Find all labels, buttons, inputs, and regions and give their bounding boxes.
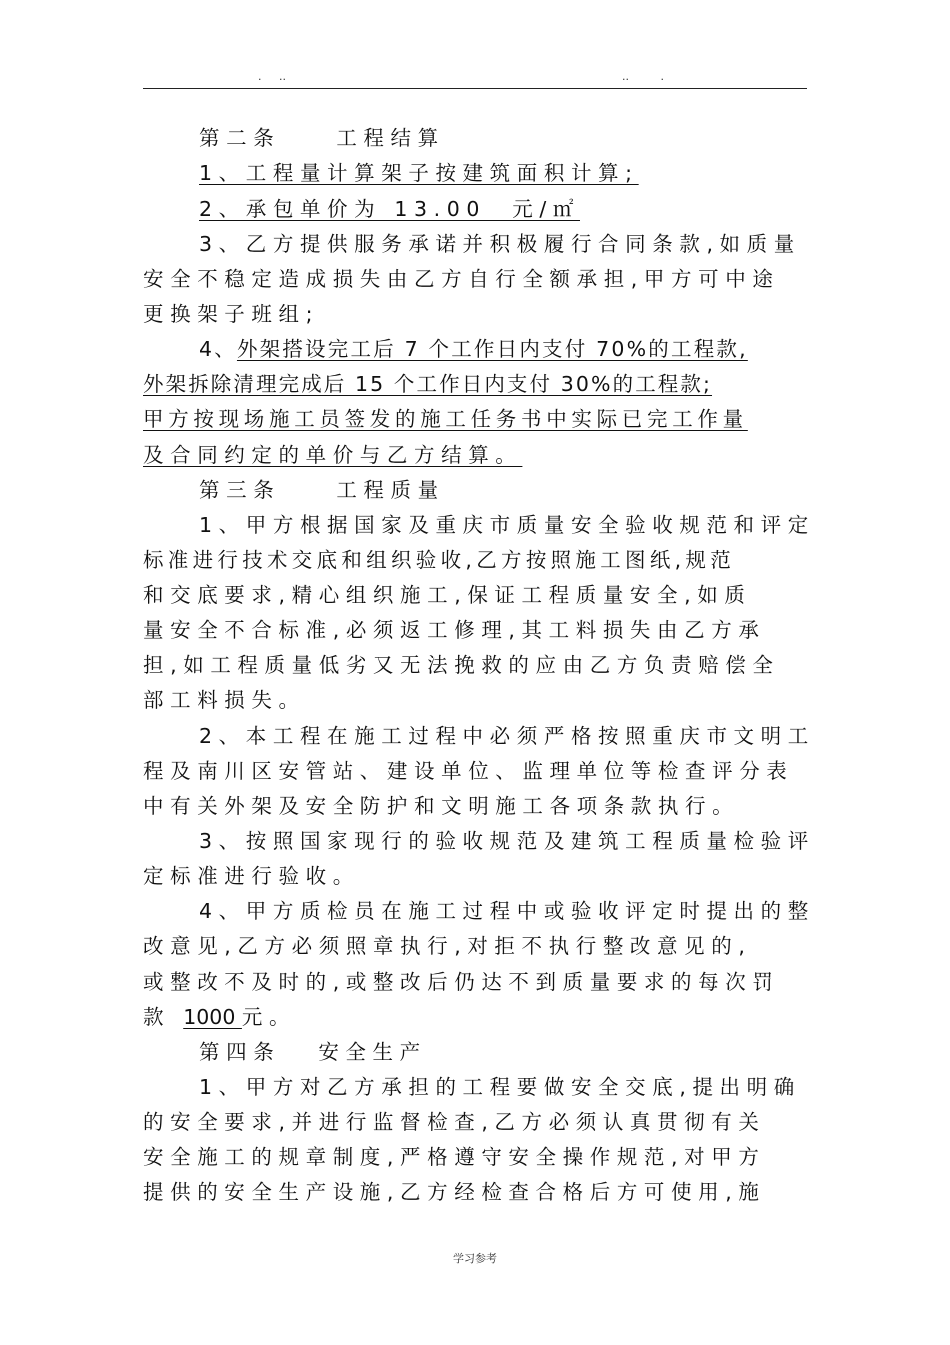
article-4-heading bbox=[199, 1037, 807, 1067]
paragraph-line: 4、甲方质检员在施工过程中或验收评定时提出的整 bbox=[199, 899, 815, 923]
article-2-heading bbox=[199, 123, 807, 153]
paragraph-line: 量安全不合标准,必须返工修理,其工料损失由乙方承 bbox=[143, 618, 766, 642]
paragraph-line: 的安全要求,并进行监督检查,乙方必须认真贯彻有关 bbox=[143, 1110, 766, 1134]
paragraph-line: 安全不稳定造成损失由乙方自行全额承担,甲方可中途 bbox=[143, 267, 780, 291]
paragraph-line: 改意见,乙方必须照章执行,对拒不执行整改意见的, bbox=[143, 934, 752, 958]
article-title: 安全生产 bbox=[318, 1040, 427, 1064]
header-marks-left: . .. bbox=[258, 70, 286, 83]
paragraph-line: 甲方按现场施工员签发的施工任务书中实际已完工作量 bbox=[143, 407, 748, 431]
paragraph-line: 和交底要求,精心组织施工,保证工程质量安全,如质 bbox=[143, 583, 752, 607]
paragraph-line: 4、外架搭设完工后 7 个工作日内支付 70%的工程款, bbox=[199, 337, 748, 361]
header-marks-right: .. . bbox=[622, 70, 664, 83]
article-title: 工程质量 bbox=[336, 478, 445, 502]
paragraph-line: 或整改不及时的,或整改后仍达不到质量要求的每次罚 bbox=[143, 970, 780, 994]
paragraph-line: 标准进行技术交底和组织验收,乙方按照施工图纸,规范 bbox=[143, 548, 736, 572]
paragraph-line: 3、乙方提供服务承诺并积极履行合同条款,如质量 bbox=[199, 232, 801, 256]
paragraph-line: 提供的安全生产设施,乙方经检查合格后方可使用,施 bbox=[143, 1180, 766, 1204]
paragraph-line: 担,如工程质量低劣又无法挽救的应由乙方负责赔偿全 bbox=[143, 653, 780, 677]
paragraph-line: 部工料损失。 bbox=[143, 688, 306, 712]
paragraph-line: 1、甲方对乙方承担的工程要做安全交底,提出明确 bbox=[199, 1075, 801, 1099]
paragraph-line: 中有关外架及安全防护和文明施工各项条款执行。 bbox=[143, 794, 740, 818]
paragraph-line: 安全施工的规章制度,严格遵守安全操作规范,对甲方 bbox=[143, 1145, 766, 1169]
paragraph-line: 3、按照国家现行的验收规范及建筑工程质量检验评 bbox=[199, 829, 815, 853]
page-footer: 学习参考 bbox=[453, 1252, 497, 1265]
paragraph-line: 程及南川区安管站、建设单位、监理单位等检查评分表 bbox=[143, 759, 794, 783]
article-number: 第三条 bbox=[199, 478, 281, 502]
article-title: 工程结算 bbox=[336, 126, 445, 150]
paragraph-line: 更换架子班组; bbox=[143, 302, 320, 326]
penalty-amount: 1000 bbox=[183, 1005, 242, 1029]
article-3-heading bbox=[199, 475, 807, 505]
paragraph-line: 2、承包单价为 13.00 元/㎡ bbox=[199, 197, 580, 221]
header-rule bbox=[143, 88, 807, 89]
paragraph-line: 1、甲方根据国家及重庆市质量安全验收规范和评定 bbox=[199, 513, 815, 537]
paragraph-line: 款 1000 元。 bbox=[143, 1005, 297, 1029]
paragraph-line: 2、本工程在施工过程中必须严格按照重庆市文明工 bbox=[199, 724, 815, 748]
paragraph-line: 定标准进行验收。 bbox=[143, 864, 360, 888]
paragraph-line: 及合同约定的单价与乙方结算。 bbox=[143, 443, 523, 467]
article-number: 第四条 bbox=[199, 1040, 281, 1064]
article-number: 第二条 bbox=[199, 126, 281, 150]
paragraph-line: 外架拆除清理完成后 15 个工作日内支付 30%的工程款; bbox=[143, 372, 713, 396]
paragraph-line: 1、工程量计算架子按建筑面积计算; bbox=[199, 161, 639, 185]
